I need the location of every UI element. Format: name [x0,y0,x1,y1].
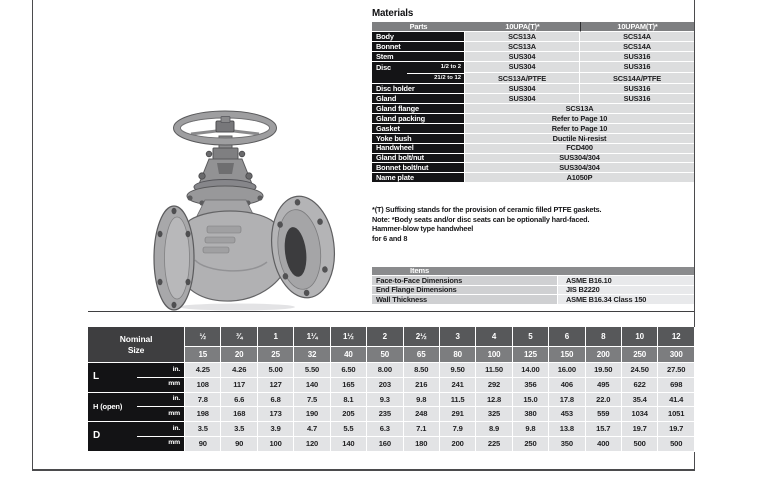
materials-value-cell: SUS304/304 [465,154,694,164]
dim-unit-cell: in. [137,422,185,437]
materials-row [372,104,694,114]
materials-title: Materials [372,8,414,19]
dim-value-cell: 22.0 [586,393,622,408]
items-row [372,286,694,296]
dim-size-in-cell: 2 [367,327,403,347]
dim-value-cell: 5.50 [294,363,330,378]
dim-size-in-cell: 12 [658,327,695,347]
dim-value-cell: 1034 [622,407,658,422]
dim-value-cell: 1051 [658,407,695,422]
dim-value-cell: 198 [185,407,221,422]
dim-size-in-cell: 10 [622,327,658,347]
dim-size-in-cell: 4 [476,327,512,347]
dim-value-cell: 622 [622,378,658,393]
materials-header-row [372,22,694,32]
dim-size-in-cell: ½ [185,327,221,347]
materials-value-cell: FCD400 [465,144,694,154]
materials-row [372,94,694,104]
materials-row [372,144,694,154]
dim-corner-cell: Nominal Size [88,327,185,363]
dim-data-row [88,407,695,422]
items-label-cell: End Flange Dimensions [372,286,558,296]
dim-size-mm-cell: 50 [367,347,403,363]
materials-row [372,62,694,73]
materials-value-cell: SCS13A [465,42,580,52]
dim-value-cell: 453 [549,407,585,422]
dim-size-mm-cell: 40 [331,347,367,363]
dim-value-cell: 248 [404,407,440,422]
dim-size-in-cell: 3 [440,327,476,347]
dim-value-cell: 380 [513,407,549,422]
items-header-row [372,267,694,276]
dim-data-row [88,378,695,393]
note-line-2: Note: *Body seats and/or disc seats can be optionally hard-faced. [372,214,590,224]
materials-part-cell: Gland packing [372,114,465,124]
dim-value-cell: 9.50 [440,363,476,378]
materials-value-cell: SCS13A/PTFE [465,73,580,84]
materials-row [372,163,694,173]
materials-part-cell: Gland bolt/nut [372,154,465,164]
dim-data-row [88,437,695,452]
dim-size-in-cell: 1½ [331,327,367,347]
dim-value-cell: 500 [658,437,695,452]
dim-value-cell: 140 [294,378,330,393]
dim-value-cell: 11.50 [476,363,512,378]
materials-value-cell: SCS13A [465,104,694,114]
dim-value-cell: 203 [367,378,403,393]
materials-part-cell: Disc 1/2 to 2 21/2 to 12 [372,62,465,84]
dim-value-cell: 7.5 [294,393,330,408]
dim-size-mm-cell: 100 [476,347,512,363]
dim-value-cell: 3.9 [258,422,294,437]
materials-part-cell: Gland [372,94,465,104]
materials-value-cell: SUS304/304 [465,163,694,173]
dim-value-cell: 8.9 [476,422,512,437]
materials-row [372,154,694,164]
dim-value-cell: 7.1 [404,422,440,437]
dim-size-in-cell: 5 [513,327,549,347]
dim-group-label-cell: H (open) [88,393,137,423]
materials-value-cell: Refer to Page 10 [465,114,694,124]
materials-value-cell: SCS14A [580,42,694,52]
dim-value-cell: 19.7 [658,422,695,437]
dim-group-label-cell: L [88,363,137,393]
dim-value-cell: 325 [476,407,512,422]
items-header: Items [372,267,694,276]
dim-value-cell: 235 [367,407,403,422]
dim-size-mm-cell: 25 [258,347,294,363]
globe-valve-photo [145,110,340,312]
materials-value-cell: SUS316 [580,84,694,94]
dim-value-cell: 495 [586,378,622,393]
dim-size-mm-cell: 65 [404,347,440,363]
dim-value-cell: 8.50 [404,363,440,378]
dim-value-cell: 11.5 [440,393,476,408]
materials-header-col1: 10UPA(T)* [465,22,580,32]
materials-part-cell: Gland flange [372,104,465,114]
dim-value-cell: 108 [185,378,221,393]
dim-value-cell: 190 [294,407,330,422]
dim-value-cell: 14.00 [513,363,549,378]
dim-value-cell: 7.9 [440,422,476,437]
dim-value-cell: 3.5 [185,422,221,437]
items-label-cell: Wall Thickness [372,295,558,305]
dim-size-mm-cell: 150 [549,347,585,363]
materials-value-cell: A1050P [465,173,694,183]
dim-value-cell: 35.4 [622,393,658,408]
materials-value-cell: SCS13A [465,32,580,42]
dim-value-cell: 400 [586,437,622,452]
dim-value-cell: 406 [549,378,585,393]
dim-value-cell: 200 [440,437,476,452]
dim-value-cell: 6.8 [258,393,294,408]
dim-size-in-cell: 1¼ [294,327,330,347]
dim-size-mm-cell: 300 [658,347,695,363]
dim-value-cell: 291 [440,407,476,422]
items-value-cell: ASME B16.34 Class 150 [558,295,694,305]
dim-value-cell: 4.25 [185,363,221,378]
dim-value-cell: 250 [513,437,549,452]
dim-unit-cell: mm [137,437,185,452]
dim-size-mm-cell: 80 [440,347,476,363]
dim-size-in-cell: 1 [258,327,294,347]
dim-value-cell: 6.50 [331,363,367,378]
dim-value-cell: 5.5 [331,422,367,437]
dim-value-cell: 216 [404,378,440,393]
dim-value-cell: 90 [221,437,257,452]
materials-table-body [372,22,694,183]
dim-unit-cell: in. [137,363,185,378]
dim-size-in-cell: ¾ [221,327,257,347]
dim-value-cell: 9.8 [513,422,549,437]
materials-table [372,22,694,183]
dim-value-cell: 168 [221,407,257,422]
dim-value-cell: 41.4 [658,393,695,408]
materials-header-parts: Parts [372,22,465,32]
dimensions-table [88,327,695,452]
dim-group-label-cell: D [88,422,137,452]
items-row [372,295,694,305]
dim-value-cell: 225 [476,437,512,452]
dim-value-cell: 127 [258,378,294,393]
dim-value-cell: 7.8 [185,393,221,408]
dim-value-cell: 9.3 [367,393,403,408]
dim-value-cell: 500 [622,437,658,452]
dim-value-cell: 19.7 [622,422,658,437]
materials-part-cell: Disc holder [372,84,465,94]
dim-size-mm-cell: 125 [513,347,549,363]
items-table-body [372,267,694,305]
dim-value-cell: 180 [404,437,440,452]
dim-value-cell: 8.1 [331,393,367,408]
dimensions-table-body [88,327,695,452]
dim-value-cell: 16.00 [549,363,585,378]
materials-row [372,134,694,144]
dim-value-cell: 5.00 [258,363,294,378]
dim-value-cell: 12.8 [476,393,512,408]
dim-value-cell: 6.3 [367,422,403,437]
dim-value-cell: 140 [331,437,367,452]
dim-value-cell: 27.50 [658,363,695,378]
items-label-cell: Face-to-Face Dimensions [372,276,558,286]
materials-notes [372,205,682,244]
dim-unit-cell: in. [137,393,185,408]
dim-size-in-cell: 6 [549,327,585,347]
materials-value-cell: SUS316 [580,62,694,73]
dim-size-mm-cell: 32 [294,347,330,363]
materials-row [372,42,694,52]
dim-value-cell: 350 [549,437,585,452]
dim-data-row [88,422,695,437]
dim-value-cell: 292 [476,378,512,393]
materials-value-cell: Ductile Ni-resist [465,134,694,144]
dim-size-mm-cell: 250 [622,347,658,363]
dim-value-cell: 19.50 [586,363,622,378]
dim-value-cell: 205 [331,407,367,422]
materials-row [372,52,694,62]
dim-value-cell: 165 [331,378,367,393]
dim-value-cell: 17.8 [549,393,585,408]
materials-value-cell: Refer to Page 10 [465,124,694,134]
dim-value-cell: 8.00 [367,363,403,378]
dim-value-cell: 120 [294,437,330,452]
dim-value-cell: 15.7 [586,422,622,437]
materials-value-cell: SUS316 [580,94,694,104]
items-row [372,276,694,286]
materials-value-cell: SUS304 [465,62,580,73]
dim-value-cell: 241 [440,378,476,393]
items-value-cell: JIS B2220 [558,286,694,296]
materials-part-cell: Stem [372,52,465,62]
dim-size-in-cell: 2½ [404,327,440,347]
dim-data-row [88,363,695,378]
dim-value-cell: 698 [658,378,695,393]
dim-value-cell: 6.6 [221,393,257,408]
materials-part-cell: Gasket [372,124,465,134]
dim-value-cell: 559 [586,407,622,422]
page-border-bottom [32,469,696,471]
dim-value-cell: 9.8 [404,393,440,408]
materials-part-cell: Body [372,32,465,42]
materials-value-cell: SUS304 [465,94,580,104]
dim-value-cell: 90 [185,437,221,452]
materials-part-cell: Bonnet bolt/nut [372,163,465,173]
dim-value-cell: 15.0 [513,393,549,408]
dim-size-mm-cell: 20 [221,347,257,363]
dim-value-cell: 173 [258,407,294,422]
dim-unit-cell: mm [137,378,185,393]
materials-value-cell: SUS316 [580,52,694,62]
materials-part-cell: Yoke bush [372,134,465,144]
materials-row [372,32,694,42]
dim-value-cell: 160 [367,437,403,452]
dim-value-cell: 4.26 [221,363,257,378]
dim-unit-cell: mm [137,407,185,422]
materials-value-cell: SCS14A/PTFE [580,73,694,84]
dim-size-mm-cell: 15 [185,347,221,363]
dim-value-cell: 117 [221,378,257,393]
dim-value-cell: 3.5 [221,422,257,437]
materials-value-cell: SUS304 [465,84,580,94]
materials-part-cell: Handwheel [372,144,465,154]
dim-size-in-cell: 8 [586,327,622,347]
page-border-left [32,0,34,470]
materials-part-cell: Bonnet [372,42,465,52]
materials-value-cell: SUS304 [465,52,580,62]
materials-header-col2: 10UPAM(T)* [580,22,694,32]
items-value-cell: ASME B16.10 [558,276,694,286]
note-line-3: Hammer-blow type handwheel [372,224,474,234]
dim-value-cell: 100 [258,437,294,452]
dim-size-mm-cell: 200 [586,347,622,363]
dim-header-row-inches [88,327,695,347]
dim-value-cell: 24.50 [622,363,658,378]
materials-part-cell: Name plate [372,173,465,183]
note-line-4: for 6 and 8 [372,234,408,244]
materials-row [372,84,694,94]
dim-value-cell: 4.7 [294,422,330,437]
dim-value-cell: 13.8 [549,422,585,437]
materials-value-cell: SCS14A [580,32,694,42]
items-table [372,267,694,305]
materials-row [372,173,694,183]
materials-row [372,124,694,134]
dim-value-cell: 356 [513,378,549,393]
dim-data-row [88,393,695,408]
note-line-1: *(T) Suffixing stands for the provision of ceramic filled PTFE gaskets. [372,205,602,214]
materials-row [372,114,694,124]
